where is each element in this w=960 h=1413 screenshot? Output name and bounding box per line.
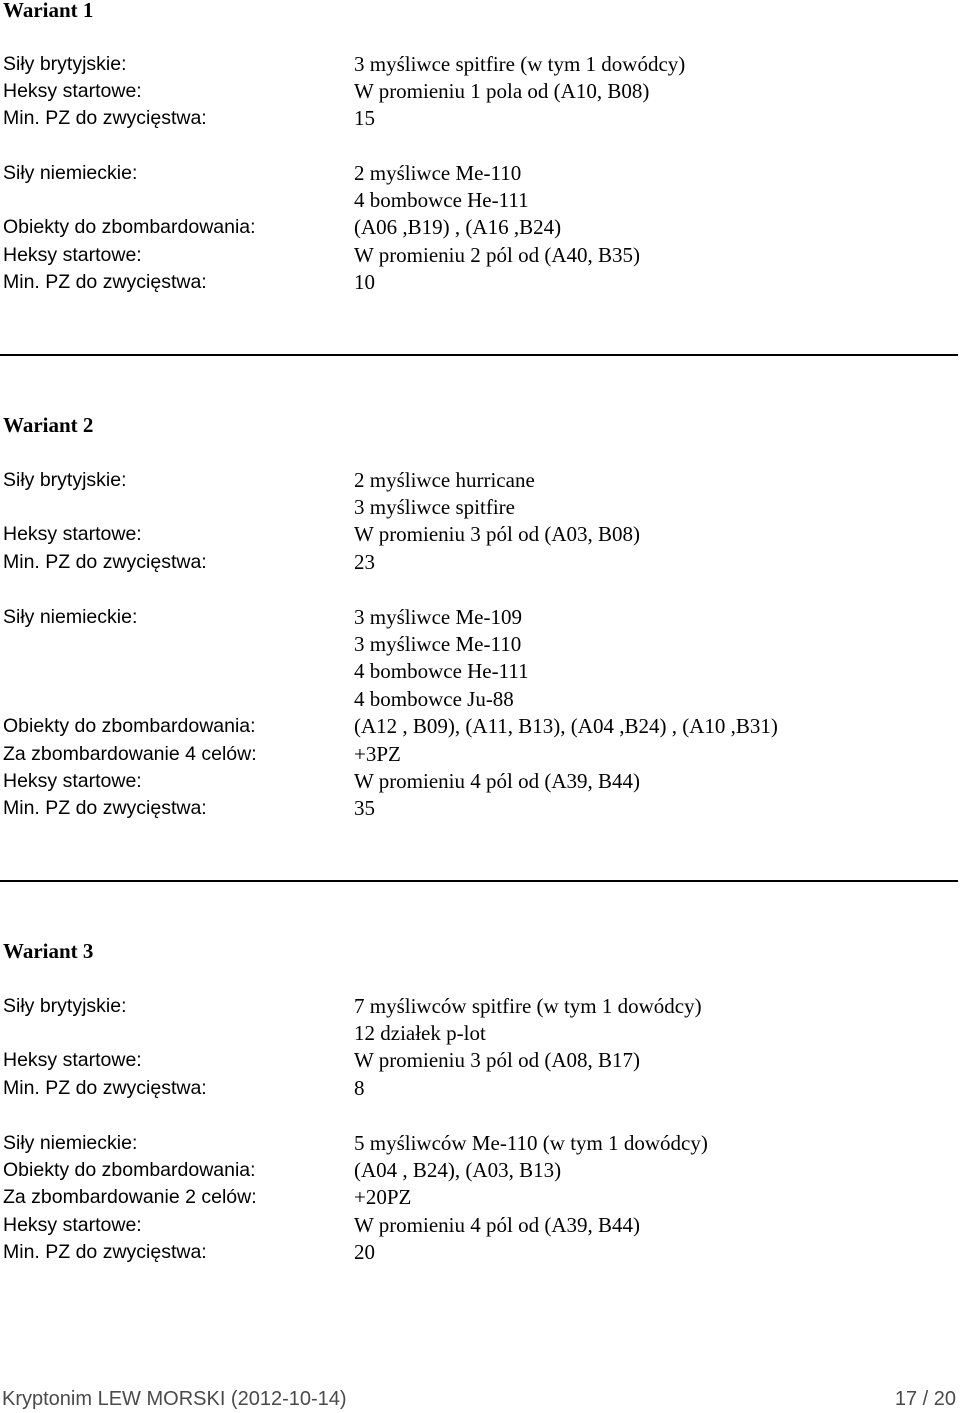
- german-forces-label: Siły niemieckie:: [3, 162, 138, 184]
- bombing-bonus-value: +3PZ: [354, 742, 401, 766]
- variant-1-german-forces-row: [3, 160, 960, 187]
- variant-1-british-hexes-row: [3, 78, 960, 105]
- variant-3-german-forces-row: [3, 1130, 960, 1157]
- variant-3-british-forces-row-2: [3, 1020, 960, 1047]
- british-forces-label: Siły brytyjskie:: [3, 995, 127, 1017]
- variant-3-british-hexes-row: [3, 1047, 960, 1074]
- starting-hexes-label: Heksy startowe:: [3, 523, 142, 545]
- min-victory-points-value: 8: [354, 1076, 365, 1100]
- starting-hexes-value: W promieniu 1 pola od (A10, B08): [354, 79, 650, 103]
- page-footer: [0, 1385, 960, 1413]
- starting-hexes-label: Heksy startowe:: [3, 770, 142, 792]
- variant-1-german-hexes-row: [3, 242, 960, 269]
- german-forces-value: 3 myśliwce Me-109: [354, 605, 522, 629]
- min-victory-points-label: Min. PZ do zwycięstwa:: [3, 551, 207, 573]
- german-forces-value: 4 bombowce He-111: [354, 188, 529, 212]
- variant-1-german-forces-row-2: [3, 187, 960, 214]
- variant-1-targets-row: [3, 214, 960, 241]
- document-title: Kryptonim LEW MORSKI (2012-10-14): [2, 1388, 347, 1410]
- section-divider: [0, 880, 958, 882]
- variant-2-german-min-row: [3, 795, 960, 822]
- variant-3-british-forces-row: [3, 993, 960, 1020]
- min-victory-points-label: Min. PZ do zwycięstwa:: [3, 797, 207, 819]
- german-forces-value: 2 myśliwce Me-110: [354, 161, 522, 185]
- variant-2-german-forces-row-4: [3, 686, 960, 713]
- german-forces-value: 3 myśliwce Me-110: [354, 632, 522, 656]
- starting-hexes-value: W promieniu 3 pól od (A03, B08): [354, 522, 641, 546]
- bombing-bonus-label: Za zbombardowanie 4 celów:: [3, 743, 257, 765]
- min-victory-points-label: Min. PZ do zwycięstwa:: [3, 1241, 207, 1263]
- variant-2-british-forces-row: [3, 467, 960, 494]
- variant-1-german-min-row: [3, 269, 960, 296]
- variant-3-targets-row: [3, 1157, 960, 1184]
- page-number: 17 / 20: [894, 1388, 956, 1410]
- starting-hexes-label: Heksy startowe:: [3, 244, 142, 266]
- british-forces-value: 12 działek p-lot: [354, 1021, 486, 1045]
- variant-3-bonus-row: [3, 1184, 960, 1211]
- variant-1-title: Wariant 1: [3, 0, 94, 22]
- variant-2-german-forces-row-3: [3, 658, 960, 685]
- variant-2-british-min-row: [3, 549, 960, 576]
- starting-hexes-label: Heksy startowe:: [3, 1049, 142, 1071]
- min-victory-points-label: Min. PZ do zwycięstwa:: [3, 107, 207, 129]
- german-forces-label: Siły niemieckie:: [3, 1132, 138, 1154]
- targets-label: Obiekty do zbombardowania:: [3, 216, 256, 238]
- bombing-bonus-value: +20PZ: [354, 1185, 412, 1209]
- targets-value: (A04 , B24), (A03, B13): [354, 1158, 562, 1182]
- variant-1-british-forces-row: [3, 51, 960, 78]
- german-forces-label: Siły niemieckie:: [3, 606, 138, 628]
- targets-value: (A06 ,B19) , (A16 ,B24): [354, 215, 562, 239]
- variant-3-german-min-row: [3, 1239, 960, 1266]
- starting-hexes-label: Heksy startowe:: [3, 80, 142, 102]
- starting-hexes-value: W promieniu 3 pól od (A08, B17): [354, 1048, 641, 1072]
- starting-hexes-value: W promieniu 4 pól od (A39, B44): [354, 769, 641, 793]
- german-forces-value: 4 bombowce He-111: [354, 659, 529, 683]
- variant-3-title: Wariant 3: [3, 939, 94, 963]
- targets-value: (A12 , B09), (A11, B13), (A04 ,B24) , (A10 ,B31): [354, 714, 778, 738]
- targets-label: Obiekty do zbombardowania:: [3, 1159, 256, 1181]
- variant-2-british-hexes-row: [3, 521, 960, 548]
- min-victory-points-label: Min. PZ do zwycięstwa:: [3, 1077, 207, 1099]
- starting-hexes-value: W promieniu 4 pól od (A39, B44): [354, 1213, 641, 1237]
- british-forces-value: 3 myśliwce spitfire (w tym 1 dowódcy): [354, 52, 686, 76]
- section-divider: [0, 354, 958, 356]
- british-forces-value: 3 myśliwce spitfire: [354, 495, 515, 519]
- variant-2-german-forces-row-2: [3, 631, 960, 658]
- min-victory-points-value: 15: [354, 106, 375, 130]
- british-forces-value: 7 myśliwców spitfire (w tym 1 dowódcy): [354, 994, 702, 1018]
- starting-hexes-value: W promieniu 2 pól od (A40, B35): [354, 243, 641, 267]
- variant-2-targets-row: [3, 713, 960, 740]
- variant-2-title: Wariant 2: [3, 413, 94, 437]
- variant-2-german-forces-row: [3, 604, 960, 631]
- variant-1-british-min-row: [3, 105, 960, 132]
- variant-3-british-min-row: [3, 1075, 960, 1102]
- german-forces-value: 5 myśliwców Me-110 (w tym 1 dowódcy): [354, 1131, 708, 1155]
- starting-hexes-label: Heksy startowe:: [3, 1214, 142, 1236]
- german-forces-value: 4 bombowce Ju-88: [354, 687, 514, 711]
- variant-2-british-forces-row-2: [3, 494, 960, 521]
- british-forces-label: Siły brytyjskie:: [3, 53, 127, 75]
- targets-label: Obiekty do zbombardowania:: [3, 715, 256, 737]
- british-forces-value: 2 myśliwce hurricane: [354, 468, 535, 492]
- variant-2-bonus-row: [3, 741, 960, 768]
- bombing-bonus-label: Za zbombardowanie 2 celów:: [3, 1186, 257, 1208]
- min-victory-points-value: 10: [354, 270, 375, 294]
- min-victory-points-value: 35: [354, 796, 375, 820]
- min-victory-points-label: Min. PZ do zwycięstwa:: [3, 271, 207, 293]
- min-victory-points-value: 23: [354, 550, 375, 574]
- variant-3-german-hexes-row: [3, 1212, 960, 1239]
- british-forces-label: Siły brytyjskie:: [3, 469, 127, 491]
- min-victory-points-value: 20: [354, 1240, 375, 1264]
- variant-2-german-hexes-row: [3, 768, 960, 795]
